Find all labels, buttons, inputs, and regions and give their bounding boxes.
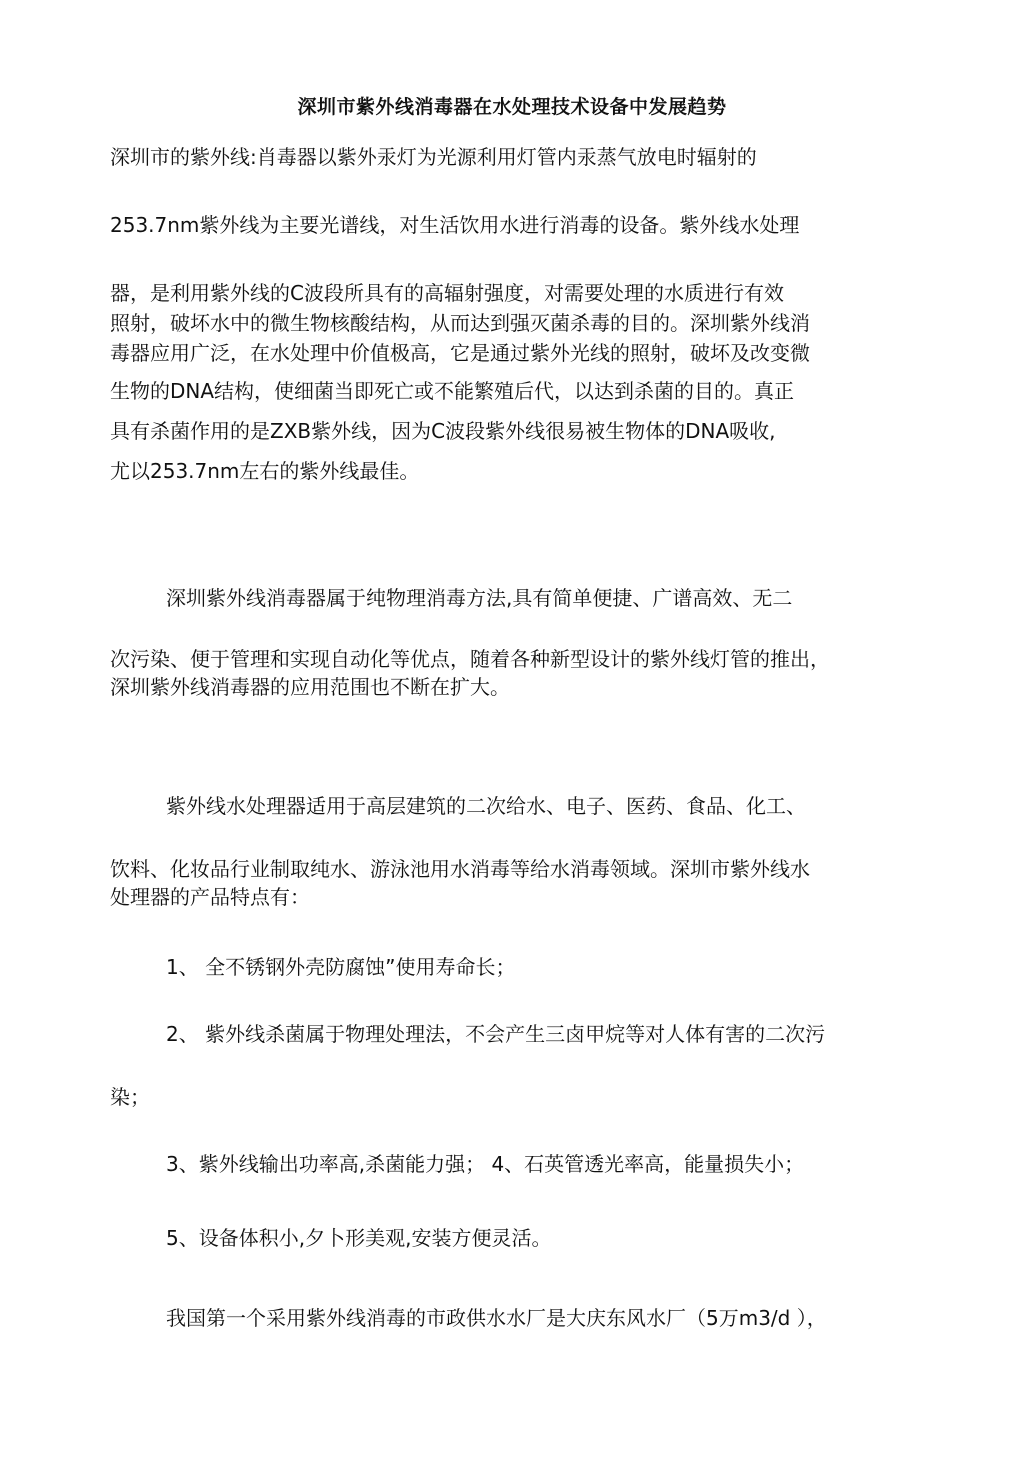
text-line-7: 具有杀菌作用的是ZXB紫外线，因为C波段紫外线很易被生物体的DNA吸收, [110, 419, 776, 443]
text-line-1: 深圳市的紫外线:肖毒器以紫外汞灯为光源利用灯管内汞蒸气放电时辐射的 [110, 145, 757, 169]
list-item-5: 5、设备体积小,夕卜形美观,安装方便灵活。 [166, 1226, 552, 1250]
text-line-8: 尤以253.7nm左右的紫外线最佳。 [110, 459, 420, 483]
text-line-3: 器，是利用紫外线的C波段所具有的高辐射强度，对需要处理的水质进行有效 [110, 281, 784, 305]
text-line-9: 深圳紫外线消毒器属于纯物理消毒方法,具有简单便捷、广谱高效、无二 [166, 586, 793, 610]
list-item-3-4: 3、紫外线输出功率高,杀菌能力强； 4、石英管透光率高，能量损失小； [166, 1152, 805, 1176]
text-line-11: 深圳紫外线消毒器的应用范围也不断在扩大。 [110, 675, 510, 699]
document-title: 深圳市紫外线消毒器在水处理技术设备中发展趋势 [297, 96, 727, 118]
text-line-13: 饮料、化妆品行业制取纯水、游泳池用水消毒等给水消毒领域。深圳市紫外线水 [110, 857, 810, 881]
text-line-2: 253.7nm紫外线为主要光谱线，对生活饮用水进行消毒的设备。紫外线水处理 [110, 213, 800, 237]
text-line-last: 我国第一个采用紫外线消毒的市政供水水厂是大庆东风水厂（5万m3/d ）， [166, 1306, 827, 1330]
text-line-14: 处理器的产品特点有： [110, 885, 310, 909]
text-line-6: 生物的DNA结构，使细菌当即死亡或不能繁殖后代，以达到杀菌的目的。真正 [110, 379, 795, 403]
text-line-10: 次污染、便于管理和实现自动化等优点，随着各种新型设计的紫外线灯管的推出， [110, 647, 830, 671]
text-line-5: 毒器应用广泛，在水处理中价值极高，它是通过紫外光线的照射，破坏及改变微 [110, 341, 810, 365]
text-line-12: 紫外线水处理器适用于高层建筑的二次给水、电子、医药、食品、化工、 [166, 794, 806, 818]
list-item-2: 2、 紫外线杀菌属于物理处理法，不会产生三卤甲烷等对人体有害的二次污 [166, 1022, 826, 1046]
list-item-1: 1、 全不锈钢外壳防腐蚀”使用寿命长； [166, 955, 516, 979]
text-line-4: 照射，破坏水中的微生物核酸结构，从而达到强灭菌杀毒的目的。深圳紫外线消 [110, 311, 810, 335]
list-item-2-continued: 染； [110, 1085, 150, 1109]
